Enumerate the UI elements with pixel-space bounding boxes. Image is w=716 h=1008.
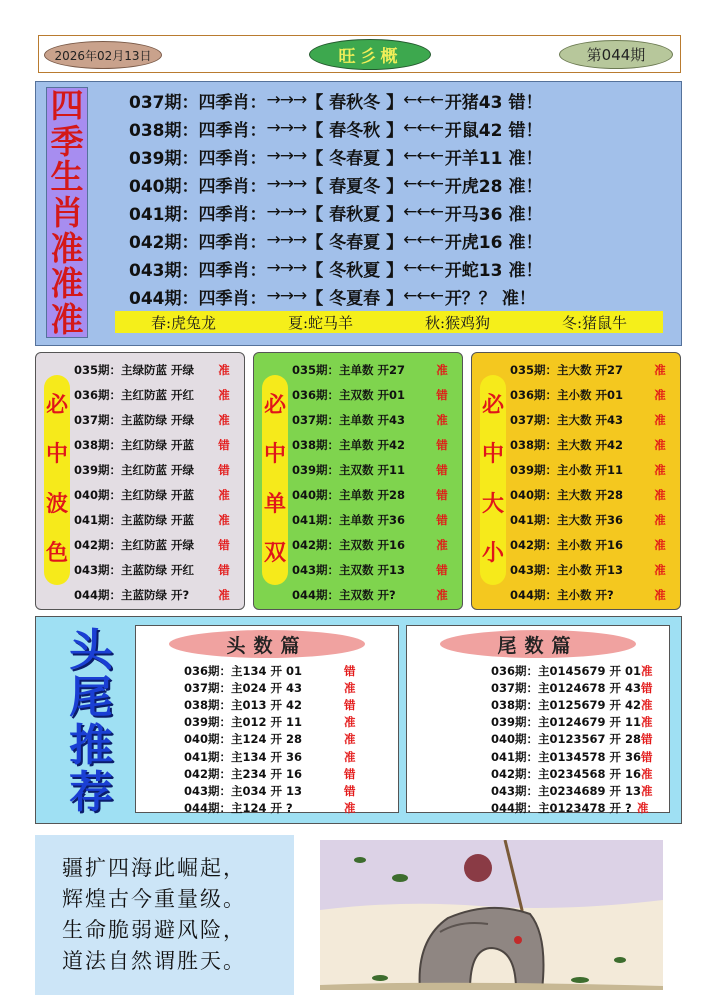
- row-result-mark: 错: [641, 749, 653, 764]
- prediction-row: [292, 357, 454, 382]
- title-char: 四: [50, 86, 84, 126]
- row-text: 035期：主大数 开27: [510, 362, 624, 377]
- row-text: 041期：主134 开 36: [184, 749, 303, 764]
- row-result-mark: 准: [654, 362, 666, 377]
- row-text: 039期：主双数 开11: [292, 462, 406, 477]
- prediction-row: [491, 714, 667, 731]
- row-result-mark: 错: [436, 462, 448, 477]
- prediction-row: [129, 255, 542, 281]
- row-mark: 准！: [508, 204, 543, 225]
- row-result-mark: 准: [654, 462, 666, 477]
- title-char: 中: [263, 442, 286, 468]
- title-char: 大: [481, 491, 504, 517]
- prediction-row: [184, 748, 374, 765]
- row-text: 044期：主蓝防绿 开?: [74, 587, 190, 602]
- row-result-mark: 准: [436, 587, 448, 602]
- row-text: 044期：主小数 开?: [510, 587, 614, 602]
- row-arrow-l: ←←←: [403, 146, 443, 166]
- row-mark: 准！: [508, 176, 543, 197]
- prediction-row: [510, 482, 672, 507]
- prediction-row: [74, 407, 236, 432]
- row-text: 036期：主红防蓝 开红: [74, 387, 195, 402]
- prediction-row: [74, 532, 236, 557]
- prediction-row: [74, 557, 236, 582]
- row-pick: 【 春冬秋 】: [306, 120, 404, 141]
- section-title-vertical: [46, 624, 136, 819]
- row-result-mark: 准: [218, 587, 230, 602]
- row-text: 037期：主单数 开43: [292, 412, 406, 427]
- prediction-row: [491, 731, 667, 748]
- row-text: 038期：主红防绿 开蓝: [74, 437, 195, 452]
- row-result: 开虎28: [444, 176, 503, 197]
- row-result-mark: 准: [344, 715, 356, 730]
- row-text: 042期：主小数 开16: [510, 537, 624, 552]
- title-char: 色: [45, 541, 68, 567]
- prediction-row: [292, 407, 454, 432]
- prediction-row: [292, 557, 454, 582]
- prediction-row: [184, 679, 374, 696]
- title-char: 波: [45, 491, 68, 517]
- row-result-mark: 准: [654, 387, 666, 402]
- site-logo: 旺彡概: [309, 39, 431, 70]
- row-result-mark: 准: [654, 537, 666, 552]
- row-pick: 【 冬夏春 】: [306, 288, 404, 309]
- row-result-mark: 准: [344, 680, 356, 695]
- prediction-row: [129, 171, 542, 197]
- row-result-mark: 错: [218, 437, 230, 452]
- row-arrow-l: ←←←: [403, 118, 443, 138]
- season-spring: 春:虎兔龙: [150, 313, 217, 332]
- row-arrow-l: ←←←: [403, 174, 443, 194]
- row-arrow-r: →→→: [266, 286, 307, 306]
- row-result-mark: 准: [654, 412, 666, 427]
- title-char: 荐: [69, 767, 113, 819]
- issue-badge: 第044期: [559, 40, 673, 69]
- row-result-mark: 准: [641, 697, 653, 712]
- poem-line: 道法自然谓胜天。: [62, 949, 246, 973]
- prediction-row: [129, 115, 542, 141]
- prediction-row: [292, 432, 454, 457]
- row-text: 040期：主单数 开28: [292, 487, 406, 502]
- row-text: 043期：主蓝防绿 开红: [74, 562, 195, 577]
- title-char: 必: [263, 392, 286, 418]
- prediction-row: [74, 582, 236, 607]
- row-result-mark: 准: [436, 412, 448, 427]
- prediction-row: [129, 283, 536, 309]
- prediction-row: [184, 662, 374, 679]
- prediction-row: [510, 457, 672, 482]
- row-label: 四季肖：: [198, 204, 267, 225]
- row-text: 039期：主012 开 11: [184, 715, 303, 730]
- rock-illustration: [320, 840, 663, 990]
- row-label: 四季肖：: [198, 176, 267, 197]
- row-result-mark: 错: [218, 537, 230, 552]
- row-text: 037期：主024 开 43: [184, 680, 303, 695]
- row-text: 040期：主124 开 28: [184, 732, 303, 747]
- prediction-row: [184, 782, 374, 799]
- row-mark: 准！: [508, 148, 543, 169]
- prediction-row: [510, 532, 672, 557]
- row-result-mark: 准: [344, 732, 356, 747]
- row-arrow-r: →→→: [266, 202, 307, 222]
- prediction-row: [292, 482, 454, 507]
- title-char: 双: [263, 541, 286, 567]
- box-title-vertical: [44, 375, 70, 585]
- title-char: 中: [481, 442, 504, 468]
- prediction-row: [184, 696, 374, 713]
- prediction-row: [74, 482, 236, 507]
- row-text: 036期：主小数 开01: [510, 387, 624, 402]
- title-char: 必: [481, 392, 504, 418]
- panel-title: 尾数篇: [440, 630, 636, 658]
- row-label: 四季肖：: [198, 148, 267, 169]
- prediction-row: [129, 87, 542, 113]
- prediction-row: [510, 432, 672, 457]
- row-arrow-r: →→→: [266, 90, 307, 110]
- row-result: 开马36: [444, 204, 503, 225]
- row-text: 042期：主234 开 16: [184, 766, 303, 781]
- prediction-row: [74, 457, 236, 482]
- row-result-mark: 错: [344, 766, 356, 781]
- prediction-row: [491, 679, 667, 696]
- row-result-mark: 错: [436, 487, 448, 502]
- big-small-box: [471, 352, 681, 610]
- row-text: 039期：主小数 开11: [510, 462, 624, 477]
- prediction-row: [510, 357, 672, 382]
- row-result-mark: 准: [654, 562, 666, 577]
- title-char: 必: [45, 392, 68, 418]
- season-autumn: 秋:猴鸡狗: [424, 313, 491, 332]
- row-label: 四季肖：: [198, 232, 267, 253]
- prediction-row: [74, 432, 236, 457]
- row-text: 040期：主红防绿 开蓝: [74, 487, 195, 502]
- row-pick: 【 春秋冬 】: [306, 92, 404, 113]
- prediction-row: [510, 407, 672, 432]
- row-text: 035期：主单数 开27: [292, 362, 406, 377]
- row-arrow-r: →→→: [266, 118, 307, 138]
- header-bar: [38, 35, 681, 73]
- row-text: 038期：主大数 开42: [510, 437, 624, 452]
- prediction-row: [129, 199, 542, 225]
- poem-line: 生命脆弱避风险，: [62, 918, 246, 942]
- row-text: 039期：主0124679 开 11: [491, 715, 642, 730]
- poem-box: [35, 835, 294, 995]
- row-label: 四季肖：: [198, 120, 267, 141]
- row-text: 042期：主红防蓝 开绿: [74, 537, 195, 552]
- poem-line: 辉煌古今重量级。: [62, 887, 246, 911]
- row-text: 038期：主单数 开42: [292, 437, 406, 452]
- prediction-row: [129, 143, 542, 169]
- row-result-mark: 准: [218, 387, 230, 402]
- row-result-mark: 错: [641, 680, 653, 695]
- row-result-mark: 准: [637, 801, 649, 816]
- row-text: 040期：主大数 开28: [510, 487, 624, 502]
- prediction-row: [292, 382, 454, 407]
- prediction-row: [510, 557, 672, 582]
- prediction-row: [491, 662, 667, 679]
- row-result: 开猪43: [444, 92, 503, 113]
- title-char: 生: [50, 157, 84, 197]
- row-arrow-r: →→→: [266, 230, 307, 250]
- row-text: 035期：主绿防蓝 开绿: [74, 362, 195, 377]
- row-text: 044期：主124 开 ?: [184, 801, 293, 816]
- row-text: 044期：主双数 开?: [292, 587, 396, 602]
- row-result: 开虎16: [444, 232, 503, 253]
- panel-title: 头数篇: [169, 630, 365, 658]
- row-result-mark: 错: [436, 437, 448, 452]
- row-text: 039期：主红防蓝 开绿: [74, 462, 195, 477]
- row-result: 开蛇13: [444, 260, 503, 281]
- row-arrow-l: ←←←: [403, 286, 443, 306]
- row-arrow-r: →→→: [266, 146, 307, 166]
- row-arrow-l: ←←←: [403, 258, 443, 278]
- row-arrow-r: →→→: [266, 174, 307, 194]
- row-pick: 【 冬春夏 】: [306, 148, 404, 169]
- title-char: 中: [45, 442, 68, 468]
- prediction-row: [491, 800, 667, 817]
- head-tail-section: [35, 616, 682, 824]
- row-text: 043期：主0234689 开 13: [491, 783, 642, 798]
- row-text: 038期：主0125679 开 42: [491, 697, 642, 712]
- title-char: 准: [50, 299, 84, 339]
- row-arrow-l: ←←←: [403, 202, 443, 222]
- row-result-mark: 准: [641, 715, 653, 730]
- row-period: 039期：: [129, 148, 199, 169]
- wave-color-box: [35, 352, 245, 610]
- prediction-row: [129, 227, 542, 253]
- row-result-mark: 准: [218, 512, 230, 527]
- row-label: 四季肖：: [198, 288, 267, 309]
- section-title-vertical: [46, 87, 88, 338]
- row-period: 040期：: [129, 176, 199, 197]
- row-mark: 准！: [501, 288, 536, 309]
- row-period: 037期：: [129, 92, 199, 113]
- row-result: 开鼠42: [444, 120, 503, 141]
- row-mark: 错！: [508, 120, 543, 141]
- prediction-row: [491, 782, 667, 799]
- row-text: 041期：主大数 开36: [510, 512, 624, 527]
- prediction-row: [292, 532, 454, 557]
- season-winter: 冬:猪鼠牛: [561, 313, 628, 332]
- row-pick: 【 春秋夏 】: [306, 204, 404, 225]
- four-season-zodiac-section: [35, 81, 682, 346]
- title-char: 头: [69, 624, 113, 676]
- prediction-row: [74, 507, 236, 532]
- row-result-mark: 错: [218, 462, 230, 477]
- row-arrow-l: ←←←: [403, 90, 443, 110]
- row-pick: 【 春夏冬 】: [306, 176, 404, 197]
- prediction-row: [510, 582, 672, 607]
- prediction-row: [74, 382, 236, 407]
- row-mark: 准！: [508, 232, 543, 253]
- head-number-panel: [135, 625, 399, 816]
- row-result-mark: 准: [344, 801, 356, 816]
- row-label: 四季肖：: [198, 92, 267, 113]
- row-result: 开？？: [444, 288, 496, 309]
- row-arrow-l: ←←←: [403, 230, 443, 250]
- prediction-row: [292, 582, 454, 607]
- row-result-mark: 错: [641, 732, 653, 747]
- row-result-mark: 错: [436, 387, 448, 402]
- row-mark: 错！: [508, 92, 543, 113]
- box-title-vertical: [262, 375, 288, 585]
- row-result-mark: 准: [654, 437, 666, 452]
- row-text: 040期：主0123567 开 28: [491, 732, 642, 747]
- row-result-mark: 错: [344, 697, 356, 712]
- title-char: 准: [50, 264, 84, 304]
- prediction-row: [184, 731, 374, 748]
- title-char: 小: [481, 541, 504, 567]
- row-result-mark: 错: [218, 562, 230, 577]
- row-text: 037期：主大数 开43: [510, 412, 624, 427]
- date-badge: 2026年02月13日: [44, 41, 162, 69]
- row-result-mark: 准: [641, 766, 653, 781]
- row-label: 四季肖：: [198, 260, 267, 281]
- row-result-mark: 准: [654, 587, 666, 602]
- row-text: 043期：主小数 开13: [510, 562, 624, 577]
- row-text: 043期：主034 开 13: [184, 783, 303, 798]
- row-text: 043期：主双数 开13: [292, 562, 406, 577]
- season-summer: 夏:蛇马羊: [287, 313, 354, 332]
- row-period: 038期：: [129, 120, 199, 141]
- odd-even-box: [253, 352, 463, 610]
- row-text: 042期：主0234568 开 16: [491, 766, 642, 781]
- row-period: 042期：: [129, 232, 199, 253]
- row-text: 041期：主单数 开36: [292, 512, 406, 527]
- prediction-row: [491, 696, 667, 713]
- title-char: 尾: [69, 672, 113, 724]
- poem-line: 疆扩四海此崛起，: [62, 856, 246, 880]
- prediction-row: [491, 748, 667, 765]
- row-result-mark: 准: [654, 512, 666, 527]
- row-text: 038期：主013 开 42: [184, 697, 303, 712]
- row-text: 041期：主0134578 开 36: [491, 749, 642, 764]
- title-char: 肖: [50, 192, 84, 232]
- title-char: 推: [69, 719, 113, 771]
- row-text: 036期：主0145679 开 01: [491, 663, 642, 678]
- prediction-row: [292, 507, 454, 532]
- row-result-mark: 准: [641, 663, 653, 678]
- row-result: 开羊11: [444, 148, 503, 169]
- title-char: 准: [50, 228, 84, 268]
- row-result-mark: 准: [641, 783, 653, 798]
- row-result-mark: 准: [654, 487, 666, 502]
- row-text: 044期：主0123478 开 ?: [491, 801, 632, 816]
- row-pick: 【 冬春夏 】: [306, 232, 404, 253]
- row-result-mark: 准: [218, 487, 230, 502]
- prediction-row: [184, 765, 374, 782]
- row-result-mark: 错: [436, 562, 448, 577]
- prediction-row: [292, 457, 454, 482]
- prediction-row: [74, 357, 236, 382]
- row-text: 036期：主双数 开01: [292, 387, 406, 402]
- row-result-mark: 准: [436, 537, 448, 552]
- box-title-vertical: [480, 375, 506, 585]
- row-result-mark: 准: [436, 362, 448, 377]
- tail-number-panel: [406, 625, 670, 816]
- row-text: 036期：主134 开 01: [184, 663, 303, 678]
- row-text: 042期：主双数 开16: [292, 537, 406, 552]
- row-text: 037期：主蓝防绿 开绿: [74, 412, 195, 427]
- row-text: 037期：主0124678 开 43: [491, 680, 642, 695]
- row-text: 041期：主蓝防绿 开蓝: [74, 512, 195, 527]
- title-char: 单: [263, 491, 286, 517]
- row-result-mark: 错: [344, 783, 356, 798]
- row-pick: 【 冬秋夏 】: [306, 260, 404, 281]
- row-period: 043期：: [129, 260, 199, 281]
- row-result-mark: 准: [218, 362, 230, 377]
- row-mark: 准！: [508, 260, 543, 281]
- prediction-row: [491, 765, 667, 782]
- row-result-mark: 准: [218, 412, 230, 427]
- prediction-row: [510, 382, 672, 407]
- row-period: 041期：: [129, 204, 199, 225]
- row-arrow-r: →→→: [266, 258, 307, 278]
- prediction-row: [184, 800, 374, 817]
- row-result-mark: 错: [436, 512, 448, 527]
- title-char: 季: [50, 121, 84, 161]
- row-period: 044期：: [129, 288, 199, 309]
- row-result-mark: 准: [344, 749, 356, 764]
- prediction-row: [510, 507, 672, 532]
- prediction-row: [184, 714, 374, 731]
- season-legend-bar: [115, 311, 663, 333]
- row-result-mark: 错: [344, 663, 356, 678]
